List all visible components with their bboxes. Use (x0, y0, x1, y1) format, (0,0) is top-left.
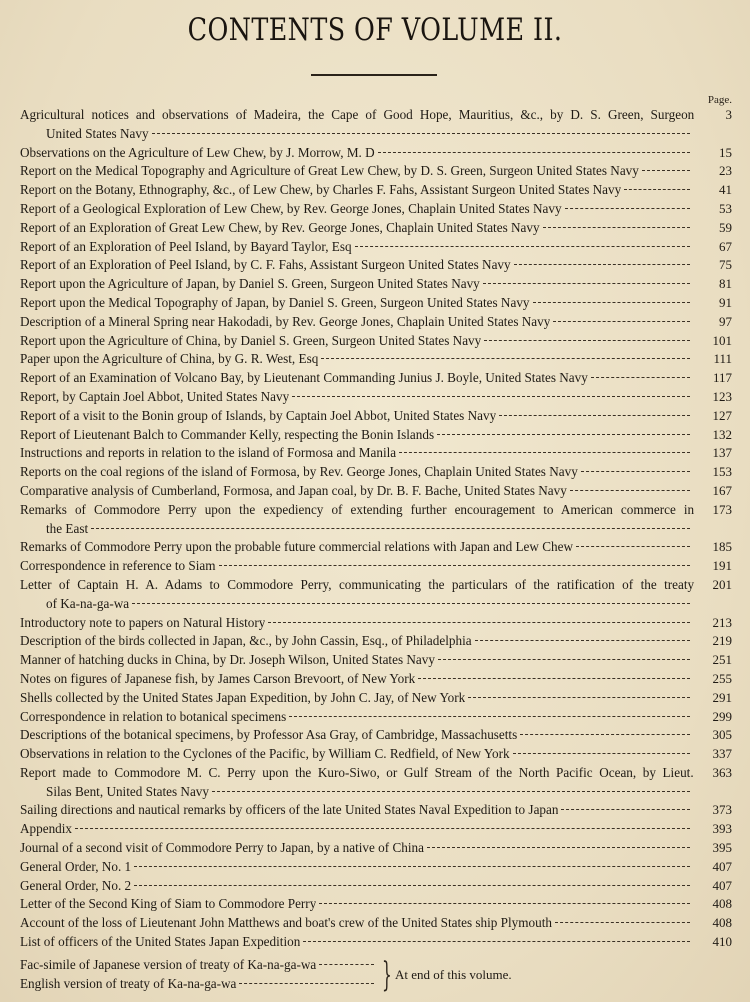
title-rule (311, 74, 437, 76)
dot-leader (483, 283, 690, 284)
page-number: 407 (712, 877, 732, 893)
entry-text-block (20, 200, 694, 219)
toc-entry (20, 106, 732, 144)
page-number: 41 (719, 182, 732, 198)
dot-leader (212, 791, 690, 792)
page-number: 111 (713, 351, 732, 367)
entry-text-block (20, 388, 694, 407)
entry-text-block (20, 614, 694, 633)
toc-entry (20, 975, 380, 994)
entry-text: Report, by Captain Joel Abbot, United States Navy (20, 388, 290, 404)
toc-entry (20, 689, 732, 708)
entry-text: Paper upon the Agriculture of China, by G. R. West, Esq (20, 351, 319, 367)
entry-text: Report of a visit to the Bonin group of Islands, by Captain Joel Abbot, United States Navy (20, 407, 497, 423)
entry-text-block (20, 538, 694, 557)
entry-text-block (20, 839, 694, 858)
entry-text: Report of an Exploration of Peel Island, by C. F. Fahs, Assistant Surgeon United States Navy (20, 257, 511, 273)
dot-leader (134, 866, 690, 867)
entry-text: Report of a Geological Exploration of Lew Chew, by Rev. George Jones, Chaplain United States Navy (20, 200, 562, 216)
dot-leader (514, 264, 690, 265)
toc-entry (20, 557, 732, 576)
page-number: 117 (712, 370, 732, 386)
dot-leader (319, 903, 690, 904)
toc-entry (20, 501, 732, 539)
entry-text-block (20, 313, 694, 332)
end-of-volume-entries (20, 956, 732, 994)
dot-leader (591, 377, 690, 378)
page-number: 251 (712, 652, 732, 668)
toc-entry (20, 444, 732, 463)
page-number: 305 (712, 727, 732, 743)
entry-line (20, 933, 694, 952)
toc-entry (20, 877, 732, 896)
entry-text: Comparative analysis of Cumberland, Formosa, and Japan coal, by Dr. B. F. Bache, United States Navy (20, 482, 567, 498)
toc-entry (20, 332, 732, 351)
toc-entry (20, 350, 732, 369)
dot-leader (437, 434, 690, 435)
entry-text-block (20, 914, 694, 933)
entry-text: Letter of the Second King of Siam to Commodore Perry (20, 896, 317, 912)
entry-line (20, 914, 694, 933)
dot-leader (378, 152, 690, 153)
entry-text: Notes on figures of Japanese fish, by James Carson Brevoort, of New York (20, 670, 416, 686)
entry-continuation-line (20, 125, 694, 144)
dot-leader (239, 983, 374, 984)
dot-leader (642, 170, 690, 171)
dot-leader (624, 189, 690, 190)
entry-text-block (20, 350, 694, 369)
toc-entry (20, 956, 380, 975)
page-number: 97 (719, 313, 732, 329)
entry-line (20, 895, 694, 914)
dot-leader (561, 809, 690, 810)
page-number: 219 (712, 633, 732, 649)
entry-line (20, 426, 694, 445)
page-title: CONTENTS OF VOLUME II. (187, 12, 563, 48)
entry-text: Description of a Mineral Spring near Hakodadi, by Rev. George Jones, Chaplain United States Navy (20, 313, 551, 329)
entry-text-block (20, 256, 694, 275)
entry-text: Correspondence in reference to Siam (20, 558, 216, 574)
entry-line (20, 313, 694, 332)
entry-line (20, 820, 694, 839)
dot-leader (555, 922, 690, 923)
page-number: 132 (712, 426, 732, 442)
toc-entry (20, 407, 732, 426)
entry-text: Report made to Commodore M. C. Perry upon the Kuro-Siwo, or Gulf Stream of the North Pacific Ocean, by Lieut. (20, 764, 694, 780)
toc-entry (20, 726, 732, 745)
entry-text-block (20, 426, 694, 445)
toc-entry (20, 294, 732, 313)
entry-text: General Order, No. 1 (20, 858, 132, 874)
entry-line (20, 801, 694, 820)
entry-line (20, 219, 694, 238)
dot-leader (565, 208, 690, 209)
dot-leader (513, 753, 690, 754)
dot-leader (268, 622, 690, 623)
entry-line (20, 256, 694, 275)
entry-text: Journal of a second visit of Commodore Perry to Japan, by a native of China (20, 840, 424, 856)
toc-entry (20, 839, 732, 858)
entry-text-block (20, 689, 694, 708)
entry-text-block (20, 764, 694, 802)
page-number: 410 (712, 934, 732, 950)
entry-line (20, 407, 694, 426)
dot-leader (134, 885, 690, 886)
entry-line (20, 632, 694, 651)
page-number: 153 (712, 464, 732, 480)
entry-text: Manner of hatching ducks in China, by Dr. Joseph Wilson, United States Navy (20, 652, 435, 668)
entry-text: Report of an Examination of Volcano Bay, by Lieutenant Commanding Junius J. Boyle, United States Navy (20, 370, 588, 386)
entry-text-block (20, 501, 694, 539)
entry-text-block (20, 745, 694, 764)
entry-text: General Order, No. 2 (20, 877, 132, 893)
entry-line (20, 708, 694, 727)
entry-line (20, 369, 694, 388)
dot-leader (576, 546, 690, 547)
entry-line (20, 839, 694, 858)
entry-text: Appendix (20, 821, 73, 837)
toc-entry (20, 914, 732, 933)
page-number: 363 (712, 764, 732, 780)
entry-line (20, 332, 694, 351)
page-number: 407 (712, 858, 732, 874)
entry-text-block (20, 670, 694, 689)
dot-leader (553, 321, 690, 322)
page-number: 123 (712, 388, 732, 404)
dot-leader (581, 471, 690, 472)
entry-text-block (20, 162, 694, 181)
page-number: 191 (712, 558, 732, 574)
toc-entry (20, 482, 732, 501)
page-number: 59 (719, 219, 732, 235)
entry-text: Shells collected by the United States Japan Expedition, by John C. Jay, of New York (20, 689, 466, 705)
toc-entry (20, 181, 732, 200)
toc-entry (20, 463, 732, 482)
toc-entry (20, 538, 732, 557)
page-number: 15 (719, 144, 732, 160)
entry-line (20, 557, 694, 576)
dot-leader (543, 227, 690, 228)
toc-entry (20, 256, 732, 275)
entry-text-block (20, 407, 694, 426)
dot-leader (438, 659, 690, 660)
dot-leader (484, 340, 690, 341)
dot-leader (570, 490, 690, 491)
entry-text: Report upon the Medical Topography of Japan, by Daniel S. Green, Surgeon United States Navy (20, 294, 530, 310)
toc-entry (20, 275, 732, 294)
toc-entry (20, 426, 732, 445)
toc-entry (20, 388, 732, 407)
page-number: 173 (712, 501, 732, 517)
entry-text: Correspondence in relation to botanical specimens (20, 708, 287, 724)
entry-line (20, 726, 694, 745)
page-number: 255 (712, 670, 732, 686)
toc-entry (20, 313, 732, 332)
entry-text: Observations in relation to the Cyclones of the Pacific, by William C. Redfield, of New York (20, 746, 510, 762)
entry-continuation-line (20, 595, 694, 614)
page-number: 127 (712, 407, 732, 423)
entry-text-block (20, 726, 694, 745)
dot-leader (289, 716, 690, 717)
toc-entry (20, 576, 732, 614)
entry-text: Report upon the Agriculture of Japan, by Daniel S. Green, Surgeon United States Navy (20, 276, 480, 292)
dot-leader (319, 964, 374, 965)
entry-text: Report on the Medical Topography and Agriculture of Great Lew Chew, by D. S. Green, Surgeon United States Navy (20, 163, 639, 179)
toc-entry (20, 764, 732, 802)
entry-text: Fac-simile of Japanese version of treaty of Ka-na-ga-wa (20, 957, 317, 972)
page-number: 167 (712, 482, 732, 498)
dot-leader (152, 133, 690, 134)
entry-text-block (20, 933, 694, 952)
entry-text-block (20, 708, 694, 727)
entry-continuation-text: United States Navy (46, 125, 149, 141)
entry-line (20, 745, 694, 764)
entry-line (20, 651, 694, 670)
entry-continuation-line (20, 520, 694, 539)
entry-text-block (20, 557, 694, 576)
toc-entry (20, 144, 732, 163)
entry-line (20, 144, 694, 163)
toc-entry (20, 745, 732, 764)
page-number: 408 (712, 896, 732, 912)
entry-line (20, 538, 694, 557)
page-number: 23 (719, 163, 732, 179)
entry-text: Observations on the Agriculture of Lew Chew, by J. Morrow, M. D (20, 144, 375, 160)
entry-line (20, 162, 694, 181)
entry-line (20, 275, 694, 294)
entry-line (20, 482, 694, 501)
entry-line (20, 670, 694, 689)
entry-text: Introductory note to papers on Natural History (20, 614, 266, 630)
dot-leader (219, 565, 690, 566)
entry-text: Report of Lieutenant Balch to Commander Kelly, respecting the Bonin Islands (20, 426, 435, 442)
entry-continuation-text: of Ka-na-ga-wa (46, 595, 130, 611)
entry-text-block (20, 444, 694, 463)
entry-text: Account of the loss of Lieutenant John Matthews and boat's crew of the United States ship Plymouth (20, 915, 552, 931)
page-number: 75 (719, 257, 732, 273)
toc-entry (20, 162, 732, 181)
page-number: 337 (712, 746, 732, 762)
entry-text: Letter of Captain H. A. Adams to Commodore Perry, communicating the particulars of the ratification of the treaty (20, 576, 695, 592)
page-number: 299 (712, 708, 732, 724)
toc-entry (20, 858, 732, 877)
entry-text: Instructions and reports in relation to the island of Formosa and Manila (20, 445, 397, 461)
dot-leader (499, 415, 690, 416)
page-number: 291 (712, 689, 732, 705)
entry-line (20, 388, 694, 407)
entry-line (20, 877, 694, 896)
entry-text-block (20, 369, 694, 388)
page-number: 67 (719, 238, 732, 254)
dot-leader (355, 246, 690, 247)
entry-line (20, 200, 694, 219)
entry-text: Remarks of Commodore Perry upon the expediency of extending further encouragement to American commerce in (20, 501, 695, 517)
entry-text-block (20, 144, 694, 163)
entry-text: Report of an Exploration of Peel Island, by Bayard Taylor, Esq (20, 238, 352, 254)
dot-leader (520, 734, 690, 735)
entry-text-block (20, 463, 694, 482)
page-number: 395 (712, 840, 732, 856)
brace-glyph: } (381, 955, 392, 995)
entry-continuation-text: the East (46, 520, 89, 536)
entry-line (20, 294, 694, 313)
entry-line (20, 463, 694, 482)
entry-line (20, 444, 694, 463)
dot-leader (292, 396, 690, 397)
entry-text-block (20, 482, 694, 501)
entry-text: Descriptions of the botanical specimens, by Professor Asa Gray, of Cambridge, Massachusetts (20, 727, 518, 743)
page-column-header: Page. (707, 94, 732, 106)
toc-entry (20, 200, 732, 219)
toc-entry (20, 708, 732, 727)
dot-leader (91, 528, 690, 529)
entry-text-block (20, 651, 694, 670)
entry-text: Reports on the coal regions of the island of Formosa, by Rev. George Jones, Chaplain United States Navy (20, 464, 578, 480)
entry-text-block (20, 219, 694, 238)
entry-text: English version of treaty of Ka-na-ga-wa (20, 975, 237, 991)
toc-entry (20, 895, 732, 914)
dot-leader (427, 847, 690, 848)
page-number: 91 (719, 294, 732, 310)
entry-text: Report upon the Agriculture of China, by Daniel S. Green, Surgeon United States Navy (20, 332, 482, 348)
toc-entry (20, 219, 732, 238)
entry-text: Report on the Botany, Ethnography, &c., of Lew Chew, by Charles F. Fahs, Assistant Surgeon United States Navy (20, 182, 622, 198)
toc-entry (20, 801, 732, 820)
entry-text-block (20, 332, 694, 351)
entry-text-block (20, 820, 694, 839)
dot-leader (321, 358, 690, 359)
toc-entry (20, 651, 732, 670)
entry-text-block (20, 895, 694, 914)
page-number: 408 (712, 915, 732, 931)
entry-text-block (20, 238, 694, 257)
entry-text-block (20, 294, 694, 313)
dot-leader (418, 678, 690, 679)
page-number: 137 (712, 445, 732, 461)
dot-leader (75, 828, 690, 829)
toc-entry (20, 369, 732, 388)
page-number: 53 (719, 200, 732, 216)
entry-text-block (20, 106, 694, 144)
entry-text: Report of an Exploration of Great Lew Chew, by Rev. George Jones, Chaplain United States Navy (20, 219, 540, 235)
entry-text: List of officers of the United States Japan Expedition (20, 934, 301, 950)
page-number: 373 (712, 802, 732, 818)
entry-text-block (20, 858, 694, 877)
brace-note: At end of this volume. (395, 967, 512, 982)
entry-text-block (20, 877, 694, 896)
entry-text-block (20, 576, 694, 614)
entry-text: Agricultural notices and observations of Madeira, the Cape of Good Hope, Mauritius, &c., by D. S. Green, Surgeon (20, 107, 695, 122)
entry-line (20, 858, 694, 877)
entry-text-block (20, 181, 694, 200)
entry-continuation-text: Silas Bent, United States Navy (46, 783, 209, 799)
entry-line (20, 689, 694, 708)
table-of-contents (20, 106, 732, 952)
page-number: 393 (712, 821, 732, 837)
toc-entry (20, 820, 732, 839)
dot-leader (475, 640, 690, 641)
entry-text-block (20, 275, 694, 294)
toc-entry (20, 670, 732, 689)
entry-text-block (20, 632, 694, 651)
page-number: 213 (712, 614, 732, 630)
entry-text: Description of the birds collected in Japan, &c., by John Cassin, Esq., of Philadelphia (20, 633, 472, 649)
entry-line (20, 181, 694, 200)
entry-text: Sailing directions and nautical remarks by officers of the late United States Naval Expedition to Japan (20, 802, 559, 818)
entry-line (20, 614, 694, 633)
entry-line (20, 350, 694, 369)
entry-text: Remarks of Commodore Perry upon the probable future commercial relations with Japan and Lew Chew (20, 539, 573, 555)
page-number: 81 (719, 276, 732, 292)
dot-leader (468, 697, 690, 698)
page-number: 3 (725, 107, 732, 122)
toc-entry (20, 238, 732, 257)
dot-leader (399, 452, 690, 453)
page-number: 185 (712, 539, 732, 555)
entry-line (20, 238, 694, 257)
toc-entry (20, 632, 732, 651)
toc-entry (20, 614, 732, 633)
page-number: 201 (712, 576, 732, 592)
dot-leader (533, 302, 690, 303)
toc-entry (20, 933, 732, 952)
entry-continuation-line (20, 783, 694, 802)
page-number: 101 (712, 332, 732, 348)
entry-text-block (20, 801, 694, 820)
dot-leader (303, 941, 690, 942)
dot-leader (132, 603, 690, 604)
